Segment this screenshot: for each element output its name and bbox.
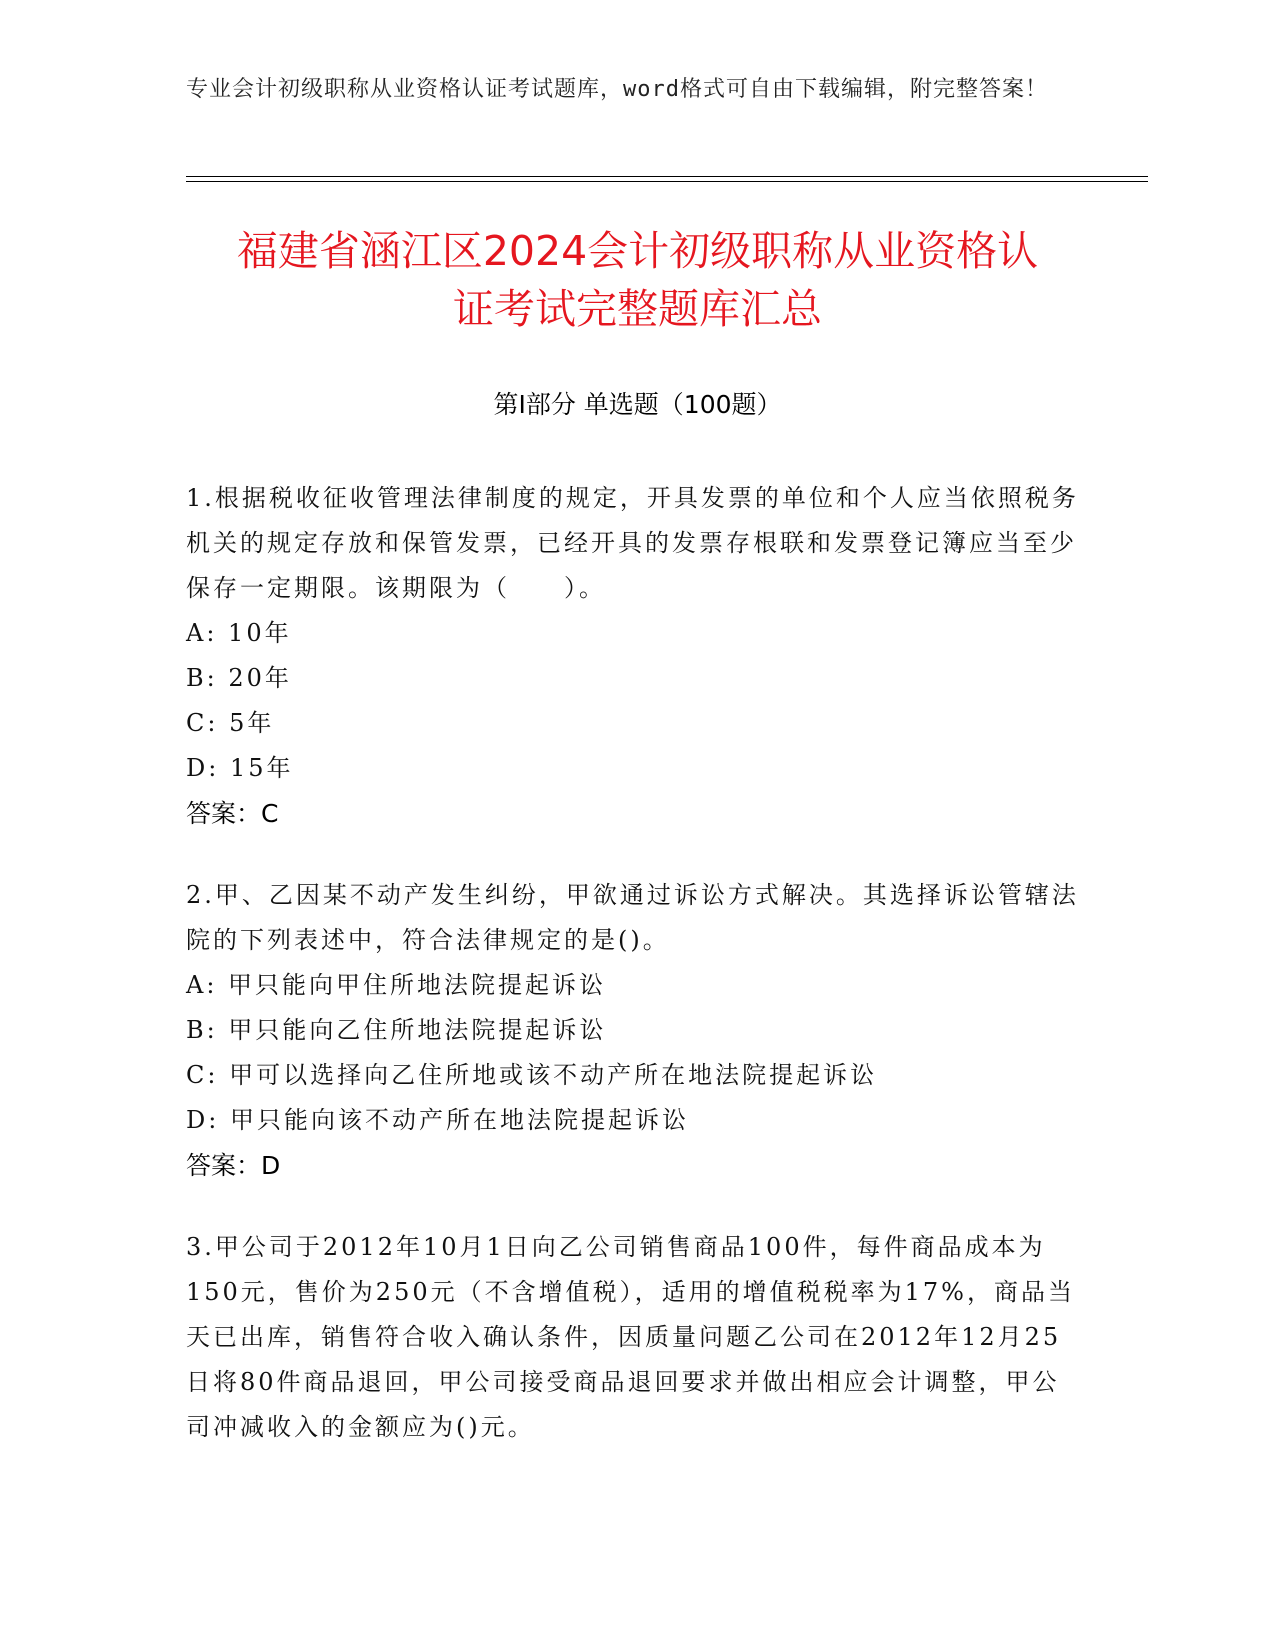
option-c: C: 5年 (186, 709, 275, 737)
option-b: B: 甲只能向乙住所地法院提起诉讼 (186, 1016, 607, 1044)
question-stem: 1.根据税收征收管理法律制度的规定，开具发票的单位和个人应当依照税务机关的规定存放和保管发票，已经开具的发票存根联和发票登记簿应当至少保存一定期限。该期限为（ ）。 (186, 484, 1079, 602)
option-a: A: 甲只能向甲住所地法院提起诉讼 (186, 971, 607, 999)
question-stem: 3.甲公司于2012年10月1日向乙公司销售商品100件，每件商品成本为150元，售价为250元（不含增值税），适用的增值税税率为17%，商品当天已出库，销售符合收入确认条件，因质量问题乙公司在2012年12月25日将80件商品退回，甲公司接受商品退回要求并做出相应会计调整，甲公司冲减收入的金额应为()元。 (186, 1233, 1075, 1441)
option-d: D: 甲只能向该不动产所在地法院提起诉讼 (186, 1106, 689, 1134)
header-note: 专业会计初级职称从业资格认证考试题库，word格式可自由下载编辑，附完整答案！ (186, 77, 1048, 102)
option-d: D: 15年 (186, 754, 294, 782)
document-title-line-2: 证考试完整题库汇总 (453, 285, 822, 333)
option-c: C: 甲可以选择向乙住所地或该不动产所在地法院提起诉讼 (186, 1061, 878, 1089)
option-b: B: 20年 (186, 664, 292, 692)
question-3 (186, 1225, 1086, 1450)
section-heading: 第Ⅰ部分 单选题（100题） (493, 390, 782, 419)
document-title-line-1: 福建省涵江区2024会计初级职称从业资格认 (236, 227, 1039, 275)
question-2 (186, 873, 1086, 1188)
question-1 (186, 476, 1086, 836)
header-divider-thin (186, 181, 1148, 182)
document-title (150, 222, 1125, 338)
header-divider (186, 176, 1148, 177)
question-stem: 2.甲、乙因某不动产发生纠纷，甲欲通过诉讼方式解决。其选择诉讼管辖法院的下列表述中，符合法律规定的是()。 (186, 881, 1079, 954)
option-a: A: 10年 (186, 619, 292, 647)
question-list (186, 476, 1086, 1487)
answer-label: 答案：D (186, 1151, 281, 1180)
answer-label: 答案：C (186, 799, 279, 828)
